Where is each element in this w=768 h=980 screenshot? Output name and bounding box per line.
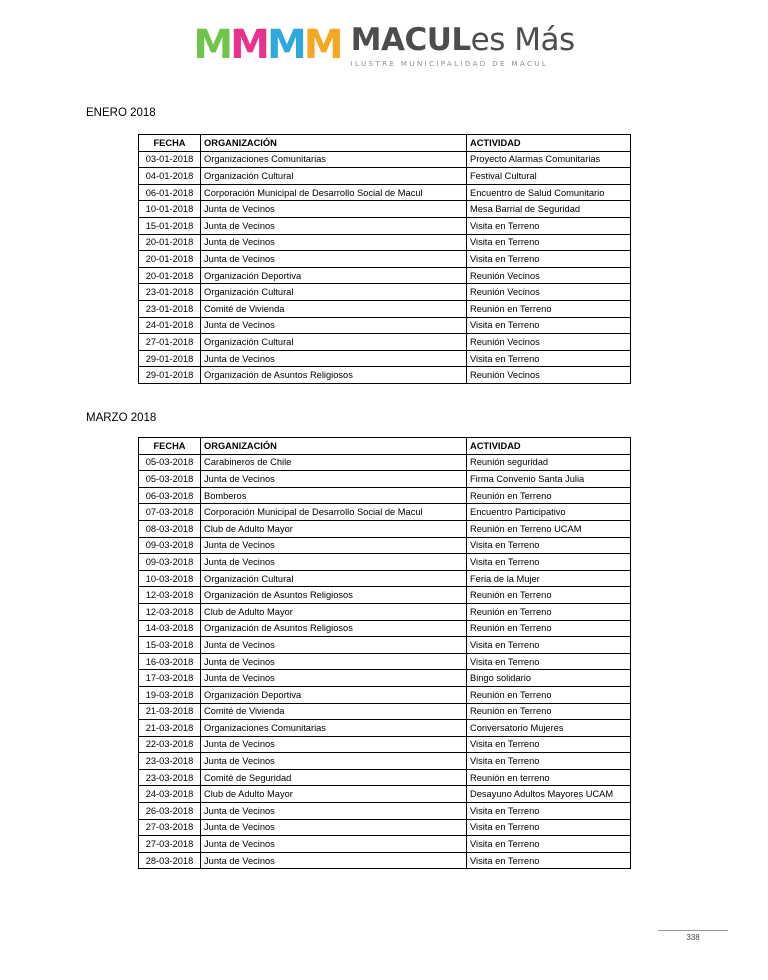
table-row [139,637,631,654]
cell-fecha: 15-01-2018 [139,217,201,234]
cell-actividad: Visita en Terreno [467,653,631,670]
logo-title-strong: MACUL [350,21,471,58]
table-header-row [139,438,631,455]
table-row [139,836,631,853]
cell-organizacion: Comité de Seguridad [201,769,467,786]
cell-fecha: 07-03-2018 [139,504,201,521]
table-row [139,267,631,284]
cell-actividad: Visita en Terreno [467,234,631,251]
cell-fecha: 05-03-2018 [139,471,201,488]
cell-organizacion: Comité de Vivienda [201,300,467,317]
section-title-marzo: MARZO 2018 [86,412,157,424]
cell-organizacion: Corporación Municipal de Desarrollo Social de Macul [201,504,467,521]
table-row [139,720,631,737]
table-row [139,334,631,351]
cell-organizacion: Junta de Vecinos [201,554,467,571]
cell-fecha: 24-01-2018 [139,317,201,334]
table-row [139,769,631,786]
cell-organizacion: Organización Cultural [201,334,467,351]
cell-organizacion: Junta de Vecinos [201,201,467,218]
cell-fecha: 29-01-2018 [139,350,201,367]
page-number: 338 [658,930,728,942]
table-body-enero [139,151,631,383]
page-header [0,18,768,74]
cell-fecha: 26-03-2018 [139,803,201,820]
table-row [139,234,631,251]
cell-actividad: Feria de la Mujer [467,570,631,587]
cell-actividad: Visita en Terreno [467,637,631,654]
table-row [139,819,631,836]
table-row [139,201,631,218]
cell-organizacion: Junta de Vecinos [201,753,467,770]
cell-organizacion: Organización Deportiva [201,267,467,284]
activities-table [138,134,631,384]
cell-fecha: 16-03-2018 [139,653,201,670]
cell-organizacion: Junta de Vecinos [201,803,467,820]
cell-fecha: 17-03-2018 [139,670,201,687]
section-title-enero: ENERO 2018 [86,107,156,119]
cell-actividad: Visita en Terreno [467,836,631,853]
cell-actividad: Reunión en Terreno [467,587,631,604]
cell-organizacion: Organizaciones Comunitarias [201,151,467,168]
cell-actividad: Encuentro de Salud Comunitario [467,184,631,201]
macul-logo [193,21,575,68]
cell-fecha: 19-03-2018 [139,686,201,703]
cell-actividad: Festival Cultural [467,168,631,185]
cell-fecha: 04-01-2018 [139,168,201,185]
cell-organizacion: Organización Deportiva [201,686,467,703]
cell-fecha: 20-01-2018 [139,267,201,284]
cell-organizacion: Carabineros de Chile [201,454,467,471]
table-row [139,471,631,488]
table-row [139,504,631,521]
table-row [139,284,631,301]
cell-organizacion: Junta de Vecinos [201,637,467,654]
cell-actividad: Visita en Terreno [467,803,631,820]
table-row [139,168,631,185]
logo-subtitle: ILUSTRE MUNICIPALIDAD DE MACUL [350,58,549,68]
cell-fecha: 06-01-2018 [139,184,201,201]
cell-fecha: 23-01-2018 [139,300,201,317]
cell-fecha: 27-03-2018 [139,836,201,853]
table-row [139,736,631,753]
cell-organizacion: Junta de Vecinos [201,251,467,268]
logo-letter-2: M [230,21,267,68]
table-row [139,251,631,268]
cell-actividad: Reunión en Terreno [467,703,631,720]
cell-organizacion: Junta de Vecinos [201,350,467,367]
cell-organizacion: Junta de Vecinos [201,736,467,753]
cell-actividad: Reunión Vecinos [467,284,631,301]
cell-fecha: 27-03-2018 [139,819,201,836]
cell-organizacion: Junta de Vecinos [201,217,467,234]
logo-letter-4: M [303,21,341,68]
cell-organizacion: Bomberos [201,487,467,504]
cell-actividad: Reunión en Terreno UCAM [467,520,631,537]
table-row [139,184,631,201]
cell-actividad: Visita en Terreno [467,537,631,554]
table-row [139,554,631,571]
table-row [139,537,631,554]
cell-actividad: Reunión Vecinos [467,267,631,284]
cell-organizacion: Organización Cultural [201,168,467,185]
logo-title-soft: es Más [470,21,575,58]
cell-fecha: 20-01-2018 [139,234,201,251]
activities-table [138,437,631,869]
cell-organizacion: Junta de Vecinos [201,653,467,670]
cell-fecha: 20-01-2018 [139,251,201,268]
table-row [139,603,631,620]
table-row [139,620,631,637]
column-header-organizacion: ORGANIZACIÓN [201,438,467,455]
cell-organizacion: Corporación Municipal de Desarrollo Social de Macul [201,184,467,201]
cell-fecha: 12-03-2018 [139,603,201,620]
cell-actividad: Reunión seguridad [467,454,631,471]
cell-actividad: Visita en Terreno [467,217,631,234]
cell-organizacion: Organización Cultural [201,284,467,301]
table-row [139,487,631,504]
cell-actividad: Visita en Terreno [467,819,631,836]
cell-fecha: 21-03-2018 [139,703,201,720]
table-row [139,217,631,234]
cell-fecha: 29-01-2018 [139,367,201,384]
cell-actividad: Visita en Terreno [467,554,631,571]
cell-fecha: 10-03-2018 [139,570,201,587]
column-header-fecha: FECHA [139,438,201,455]
cell-actividad: Visita en Terreno [467,852,631,869]
cell-organizacion: Junta de Vecinos [201,234,467,251]
cell-organizacion: Junta de Vecinos [201,471,467,488]
table-row [139,653,631,670]
cell-actividad: Encuentro Participativo [467,504,631,521]
cell-actividad: Mesa Barrial de Seguridad [467,201,631,218]
table-row [139,454,631,471]
cell-actividad: Visita en Terreno [467,753,631,770]
cell-actividad: Reunión en Terreno [467,603,631,620]
logo-letter-1: M [193,21,231,68]
cell-fecha: 05-03-2018 [139,454,201,471]
table-row [139,570,631,587]
cell-fecha: 27-01-2018 [139,334,201,351]
table-marzo-2018 [138,437,630,869]
cell-organizacion: Junta de Vecinos [201,670,467,687]
cell-organizacion: Club de Adulto Mayor [201,520,467,537]
logo-letter-marks [193,21,341,68]
cell-actividad: Reunión en Terreno [467,487,631,504]
cell-organizacion: Junta de Vecinos [201,819,467,836]
table-row [139,367,631,384]
column-header-actividad: ACTIVIDAD [467,438,631,455]
cell-actividad: Reunión en Terreno [467,300,631,317]
cell-organizacion: Junta de Vecinos [201,537,467,554]
cell-fecha: 14-03-2018 [139,620,201,637]
table-row [139,317,631,334]
cell-fecha: 03-01-2018 [139,151,201,168]
cell-actividad: Visita en Terreno [467,736,631,753]
cell-organizacion: Junta de Vecinos [201,852,467,869]
cell-fecha: 23-01-2018 [139,284,201,301]
cell-actividad: Reunión en terreno [467,769,631,786]
cell-organizacion: Junta de Vecinos [201,836,467,853]
table-row [139,852,631,869]
table-row [139,350,631,367]
cell-organizacion: Club de Adulto Mayor [201,786,467,803]
table-row [139,803,631,820]
cell-actividad: Visita en Terreno [467,350,631,367]
cell-fecha: 22-03-2018 [139,736,201,753]
logo-letter-3: M [266,21,304,68]
table-row [139,300,631,317]
cell-actividad: Reunión Vecinos [467,367,631,384]
cell-actividad: Visita en Terreno [467,251,631,268]
cell-actividad: Conversatorio Mujeres [467,720,631,737]
table-row [139,753,631,770]
cell-fecha: 08-03-2018 [139,520,201,537]
logo-title [350,21,575,58]
table-body-marzo [139,454,631,869]
cell-fecha: 23-03-2018 [139,753,201,770]
table-row [139,670,631,687]
cell-organizacion: Junta de Vecinos [201,317,467,334]
logo-wordmark [350,21,575,68]
cell-fecha: 21-03-2018 [139,720,201,737]
cell-organizacion: Club de Adulto Mayor [201,603,467,620]
table-enero-2018 [138,134,630,384]
table-row [139,686,631,703]
table-row [139,587,631,604]
cell-actividad: Visita en Terreno [467,317,631,334]
cell-fecha: 09-03-2018 [139,537,201,554]
cell-fecha: 12-03-2018 [139,587,201,604]
cell-fecha: 28-03-2018 [139,852,201,869]
cell-actividad: Reunión en Terreno [467,620,631,637]
cell-organizacion: Organización Cultural [201,570,467,587]
cell-fecha: 24-03-2018 [139,786,201,803]
cell-fecha: 10-01-2018 [139,201,201,218]
cell-organizacion: Comité de Vivienda [201,703,467,720]
column-header-actividad: ACTIVIDAD [467,135,631,152]
column-header-fecha: FECHA [139,135,201,152]
cell-fecha: 15-03-2018 [139,637,201,654]
table-row [139,703,631,720]
table-row [139,151,631,168]
cell-fecha: 09-03-2018 [139,554,201,571]
table-row [139,786,631,803]
cell-organizacion: Organizaciones Comunitarias [201,720,467,737]
cell-fecha: 06-03-2018 [139,487,201,504]
cell-actividad: Bingo solidario [467,670,631,687]
cell-actividad: Firma Convenio Santa Julia [467,471,631,488]
cell-organizacion: Organización de Asuntos Religiosos [201,587,467,604]
cell-organizacion: Organización de Asuntos Religiosos [201,367,467,384]
cell-actividad: Desayuno Adultos Mayores UCAM [467,786,631,803]
table-header-row [139,135,631,152]
cell-actividad: Proyecto Alarmas Comunitarias [467,151,631,168]
cell-organizacion: Organización de Asuntos Religiosos [201,620,467,637]
table-row [139,520,631,537]
cell-actividad: Reunión Vecinos [467,334,631,351]
cell-fecha: 23-03-2018 [139,769,201,786]
column-header-organizacion: ORGANIZACIÓN [201,135,467,152]
cell-actividad: Reunión en Terreno [467,686,631,703]
